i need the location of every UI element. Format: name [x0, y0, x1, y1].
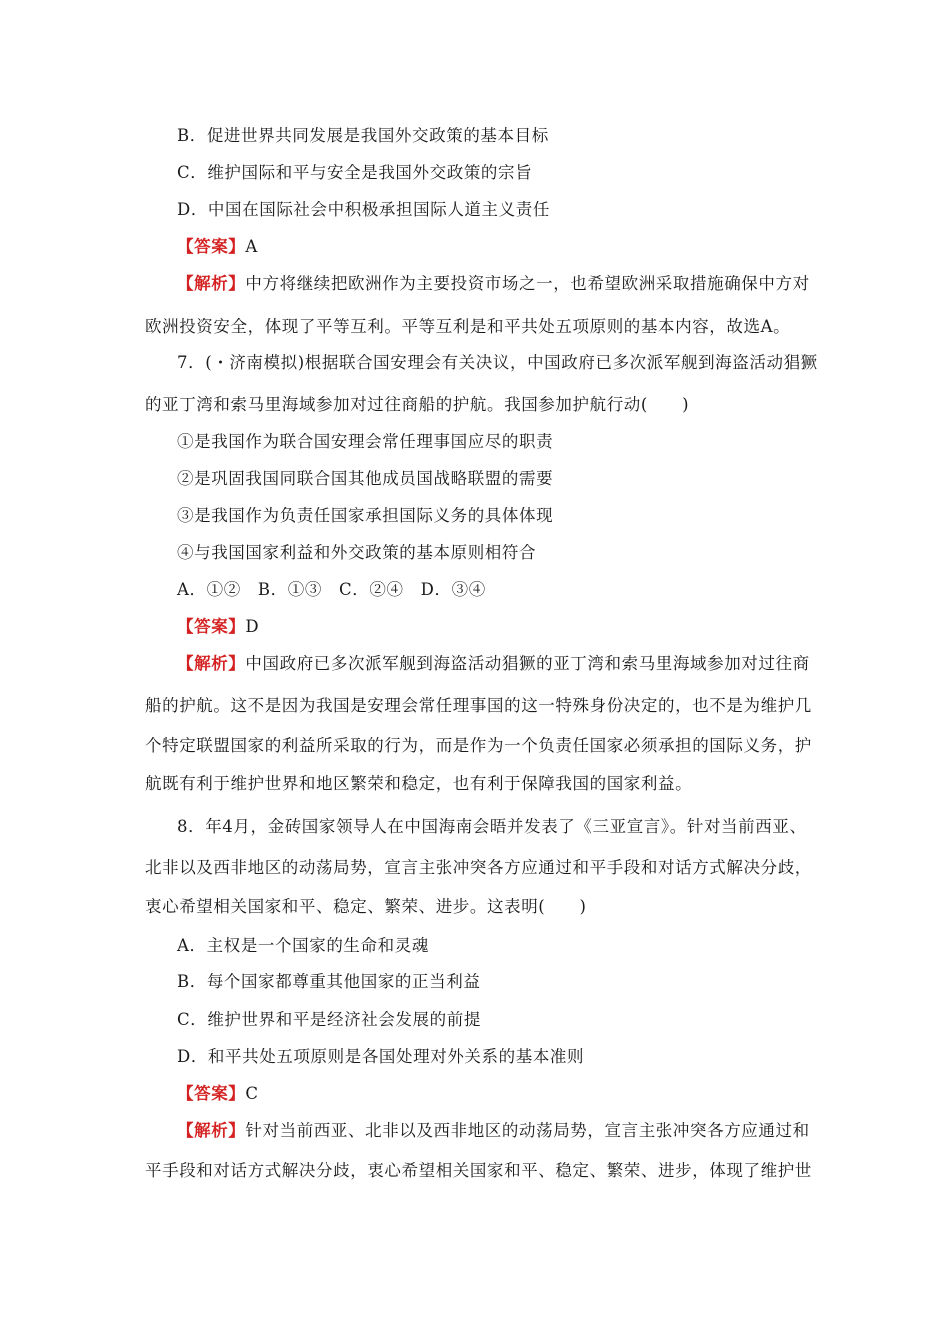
q7-analysis-line-1 — [177, 653, 810, 675]
analysis-text: 中方将继续把欧洲作为主要投资市场之一，也希望欧洲采取措施确保中方对 — [245, 274, 810, 293]
q7-statement-4: ④与我国国家利益和外交政策的基本原则相符合 — [177, 543, 537, 562]
q6-analysis-line-1 — [177, 273, 810, 295]
analysis-tag: 【解析】 — [177, 1121, 246, 1140]
q6-answer — [177, 236, 810, 258]
q8-analysis-line-1 — [177, 1120, 810, 1142]
q8-analysis-line-2: 平手段和对话方式解决分歧，衷心希望相关国家和平、稳定、繁荣、进步，体现了维护世 — [145, 1161, 812, 1180]
q8-answer — [177, 1083, 810, 1105]
q6-option-d: D．中国在国际社会中积极承担国际人道主义责任 — [177, 200, 550, 219]
q7-stem-line-2: 的亚丁湾和索马里海域参加对过往商船的护航。我国参加护航行动( ) — [145, 395, 690, 414]
q6-option-b: B．促进世界共同发展是我国外交政策的基本目标 — [177, 126, 549, 145]
answer-tag: 【答案】 — [177, 237, 246, 256]
q7-analysis-line-3: 个特定联盟国家的利益所采取的行为，而是作为一个负责任国家必须承担的国际义务，护 — [145, 736, 812, 755]
q8-option-a: A．主权是一个国家的生命和灵魂 — [177, 936, 429, 955]
analysis-text: 针对当前西亚、北非以及西非地区的动荡局势，宣言主张冲突各方应通过和 — [245, 1121, 810, 1140]
answer-tag: 【答案】 — [177, 1084, 246, 1103]
q7-stem-line-1: 7．(・济南模拟)根据联合国安理会有关决议，中国政府已多次派军舰到海盗活动猖獗 — [177, 353, 818, 372]
q8-stem-line-1: 8．年4月，金砖国家领导人在中国海南会晤并发表了《三亚宣言》。针对当前西亚、 — [177, 817, 807, 836]
q6-analysis-line-2: 欧洲投资安全，体现了平等互利。平等互利是和平共处五项原则的基本内容，故选A。 — [145, 317, 791, 336]
q7-statement-3: ③是我国作为负责任国家承担国际义务的具体体现 — [177, 506, 554, 525]
answer-value: C — [245, 1084, 259, 1103]
q8-stem-line-2: 北非以及西非地区的动荡局势，宣言主张冲突各方应通过和平手段和对话方式解决分歧， — [145, 858, 812, 877]
answer-value: A — [245, 237, 258, 256]
q7-statement-2: ②是巩固我国同联合国其他成员国战略联盟的需要 — [177, 469, 554, 488]
answer-value: D — [245, 617, 260, 636]
analysis-text: 中国政府已多次派军舰到海盗活动猖獗的亚丁湾和索马里海域参加对过往商 — [245, 654, 810, 673]
q8-option-d: D．和平共处五项原则是各国处理对外关系的基本准则 — [177, 1047, 585, 1066]
q8-stem-line-3: 衷心希望相关国家和平、稳定、繁荣、进步。这表明( ) — [145, 897, 587, 916]
q7-answer — [177, 616, 810, 638]
q7-options: A．①② B．①③ C．②④ D．③④ — [177, 580, 486, 599]
q6-option-c: C．维护国际和平与安全是我国外交政策的宗旨 — [177, 163, 533, 182]
q8-option-c: C．维护世界和平是经济社会发展的前提 — [177, 1010, 481, 1029]
answer-tag: 【答案】 — [177, 617, 246, 636]
analysis-tag: 【解析】 — [177, 654, 246, 673]
analysis-tag: 【解析】 — [177, 274, 246, 293]
q8-option-b: B．每个国家都尊重其他国家的正当利益 — [177, 972, 481, 991]
q7-analysis-line-4: 航既有利于维护世界和地区繁荣和稳定，也有利于保障我国的国家利益。 — [145, 774, 693, 793]
q7-analysis-line-2: 船的护航。这不是因为我国是安理会常任理事国的这一特殊身份决定的，也不是为维护几 — [145, 696, 812, 715]
q7-statement-1: ①是我国作为联合国安理会常任理事国应尽的职责 — [177, 432, 554, 451]
